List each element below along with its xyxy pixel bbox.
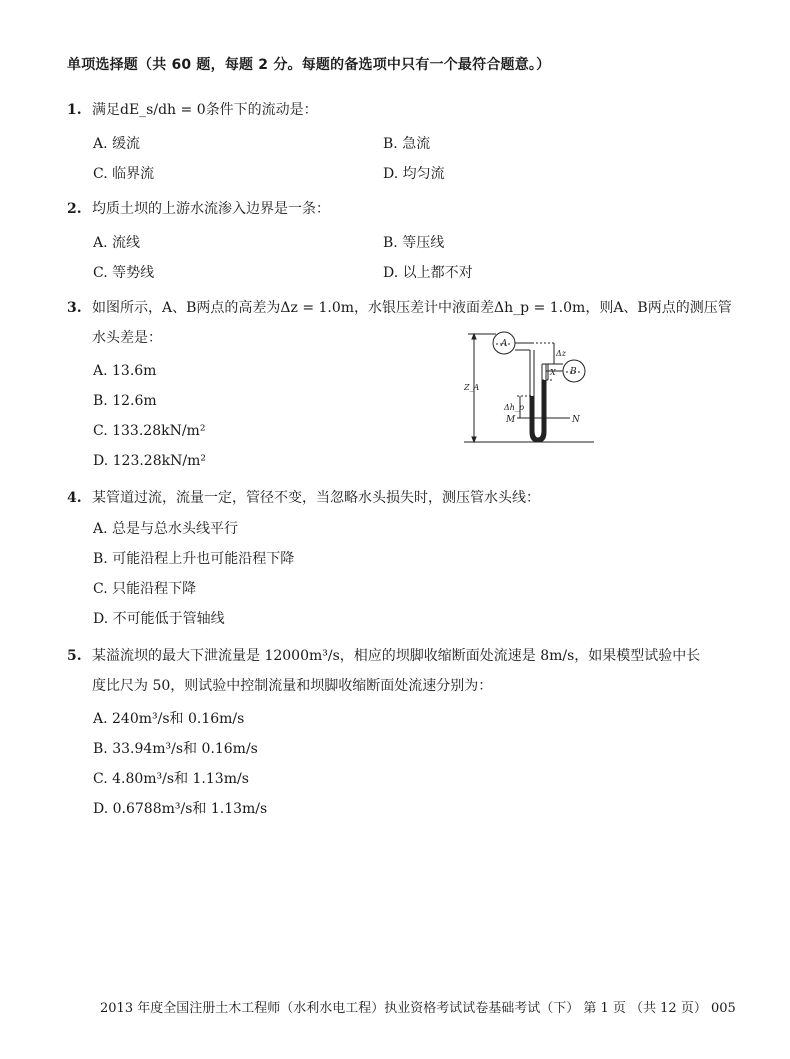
label-x: X — [550, 368, 556, 377]
option-d[interactable]: D. 不可能低于管轴线 — [93, 611, 225, 627]
option-d[interactable]: D. 以上都不对 — [383, 265, 473, 281]
option-a[interactable]: A. 总是与总水头线平行 — [93, 521, 239, 537]
label-delta-hp: Δh_p — [504, 403, 525, 412]
option-c[interactable]: C. 133.28kN/m² — [93, 423, 206, 439]
label-za: Z_A — [464, 383, 480, 392]
option-c[interactable]: C. 等势线 — [93, 265, 155, 281]
question-stem-line-2: 度比尺为 50，则试验中控制流量和坝脚收缩断面处流速分别为： — [92, 678, 493, 694]
option-b[interactable]: B. 等压线 — [383, 235, 445, 251]
question-stem: 满足dE_s/dh = 0条件下的流动是： — [92, 102, 318, 118]
option-d[interactable]: D. 0.6788m³/s和 1.13m/s — [93, 801, 268, 817]
question-number: 2. — [67, 201, 82, 217]
page-footer: 2013 年度全国注册土木工程师（水利水电工程）执业资格考试试卷基础考试（下） 第 1 页 （共 12 页） 005 — [100, 1001, 736, 1016]
option-b[interactable]: B. 12.6m — [93, 393, 157, 409]
manometer-figure — [462, 328, 594, 446]
option-b[interactable]: B. 33.94m³/s和 0.16m/s — [93, 741, 258, 757]
option-c[interactable]: C. 只能沿程下降 — [93, 581, 197, 597]
question-stem: 某管道过流，流量一定，管径不变，当忽略水头损失时，测压管水头线： — [92, 490, 540, 506]
option-a[interactable]: A. 240m³/s和 0.16m/s — [93, 711, 245, 727]
question-number: 5. — [67, 648, 82, 664]
option-c[interactable]: C. 4.80m³/s和 1.13m/s — [93, 771, 249, 787]
label-b: B — [570, 367, 577, 377]
label-a: A — [501, 339, 508, 349]
question-number: 4. — [67, 490, 82, 506]
question-number: 1. — [67, 102, 82, 118]
question-stem-line-2: 水头差是： — [92, 330, 162, 346]
option-d[interactable]: D. 123.28kN/m² — [93, 453, 206, 469]
label-delta-z: Δz — [556, 349, 566, 358]
question-stem-line-1: 某溢流坝的最大下泄流量是 12000m³/s，相应的坝脚收缩断面处流速是 8m/s，如果模型试验中长 — [92, 648, 701, 664]
option-d[interactable]: D. 均匀流 — [383, 166, 445, 182]
option-a[interactable]: A. 缓流 — [93, 136, 141, 152]
label-n: N — [572, 415, 580, 425]
question-stem-line-1: 如图所示，A、B两点的高差为Δz = 1.0m，水银压差计中液面差Δh_p = 1.0m，则A、B两点的测压管 — [92, 300, 732, 316]
manometer-diagram — [462, 328, 594, 446]
option-b[interactable]: B. 急流 — [383, 136, 431, 152]
option-c[interactable]: C. 临界流 — [93, 166, 155, 182]
section-header: 单项选择题（共 60 题，每题 2 分。每题的备选项中只有一个最符合题意。） — [67, 57, 551, 73]
label-m: M — [506, 415, 516, 425]
option-a[interactable]: A. 流线 — [93, 235, 141, 251]
option-a[interactable]: A. 13.6m — [93, 363, 157, 379]
question-stem: 均质土坝的上游水流渗入边界是一条： — [92, 201, 330, 217]
option-b[interactable]: B. 可能沿程上升也可能沿程下降 — [93, 551, 295, 567]
question-number: 3. — [67, 300, 82, 316]
